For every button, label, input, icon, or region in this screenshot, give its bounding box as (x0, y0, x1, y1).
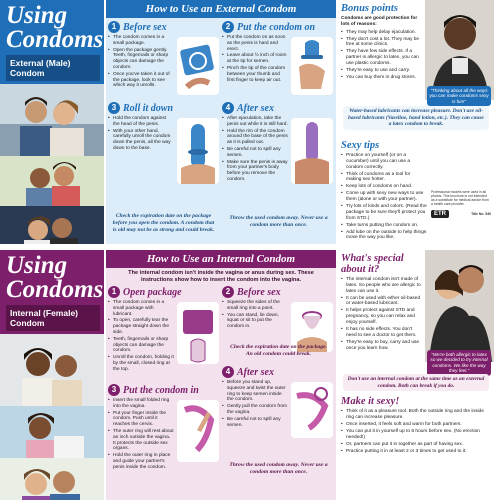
internal-step-1 (108, 286, 221, 374)
step-title: Roll it down (123, 102, 174, 114)
internal-title-band (0, 250, 104, 334)
step-item: • Put the condom on as soon as the penis is hard and erect. (222, 35, 288, 52)
internal-title-line2: Condoms (6, 276, 104, 303)
external-step-3 (108, 102, 221, 153)
make-it-sexy-title: Make it sexy! (341, 396, 400, 407)
sexy-tip-item: • Practice on yourself (or on a cucumber) until you can use a condom correctly. (341, 153, 427, 170)
sexy-tips-title: Sexy tips (341, 140, 380, 151)
title-number: Title No. 540 (471, 212, 491, 216)
couple-photo-6 (0, 458, 104, 500)
step-title: After sex (237, 366, 274, 378)
step-item: • You can stand, lie down, squat or sit to put the condom in. (222, 313, 288, 330)
step-number-badge: 1 (108, 21, 120, 33)
step-item: • Insert the small folded ring into the vagina. (108, 398, 174, 410)
condom-removal-illustration (291, 118, 333, 184)
step-item: • With your other hand, carefully unroll the condom down the penis, all the way down to the base. (108, 129, 174, 152)
step-number-badge: 3 (108, 102, 120, 114)
couple-photo-1 (0, 84, 104, 156)
internal-step-3 (108, 384, 221, 472)
external-disposal-note (221, 215, 336, 229)
external-step-2 (222, 21, 335, 84)
external-expiration-note (106, 213, 221, 234)
step-item: • Before you stand up, squeeze and twist the outer ring to keep semen inside the condom. (222, 380, 288, 403)
step-number-badge: 3 (108, 384, 120, 396)
publisher-logo: ETR (431, 210, 449, 218)
condom-package-illustration (177, 37, 219, 95)
publisher-info (431, 190, 491, 218)
man-photo-caption: "Thinking about all the ways you can make condoms sexy is fun!" (427, 86, 491, 106)
external-header: How to Use an External Condom (106, 0, 336, 18)
external-step-4 (222, 102, 335, 184)
step-item: • Squeeze the sides of the small ring into a point. (222, 300, 288, 312)
step-item: • Teeth, fingernails or sharp objects can damage the condom. (108, 337, 174, 354)
internal-steps (106, 286, 336, 500)
step-item: • Once you've taken it out of the package, look to see which way it unrolls. (108, 72, 174, 89)
special-item: • They're easy to buy, carry and use once you learn how. (341, 340, 423, 352)
sexy-tip-item: • Think of condoms as a tool for making sex hotter. (341, 172, 427, 184)
external-title-band (0, 0, 104, 84)
sexy-tip-item: • Come up with sexy new ways to use them (alone or with your partner). (341, 191, 427, 203)
internal-sidebar (337, 250, 494, 500)
sexy-item: • You can put it in yourself up to 8 hours before sex. (No erection needed!) (341, 429, 491, 441)
condom-pinch-illustration (291, 37, 333, 95)
publisher-row (431, 210, 491, 218)
step-title: Open package (123, 286, 182, 298)
sexy-tip-item: • Keep lots of condoms on hand. (341, 184, 427, 190)
step-number-badge: 4 (222, 102, 234, 114)
step-number-badge: 2 (222, 286, 234, 298)
internal-step-2 (222, 286, 335, 331)
bonus-intro: Condoms are good protection for lots of reasons: (341, 16, 418, 27)
man-photo (425, 0, 494, 100)
external-steps (106, 18, 336, 244)
bonus-title: Bonus points (341, 3, 398, 14)
bonus-item: • You can buy them in drug stores. (341, 75, 423, 81)
external-title-line2: Condoms (6, 26, 104, 53)
sexy-item: • Or, partners can put it in together as part of having sex. (341, 442, 491, 448)
internal-title-column (0, 250, 104, 500)
bonus-item: • They have few side effects. If a partner is allergic to latex, you can use plastic condoms. (341, 49, 423, 66)
sexy-item: • Once inserted, it feels soft and warm for both partners. (341, 422, 491, 428)
internal-step-4 (222, 366, 335, 429)
couple-photo-4 (0, 334, 104, 406)
step-item: • Hold the outer ring in place and guide your partner's penis inside the condom. (108, 453, 174, 470)
disposal-note-text: Throw the used condom away. Never use a condom more than once. (229, 215, 328, 228)
step-item: • Unroll the condom, holding it by the small, closed ring at the top. (108, 355, 174, 372)
special-item: • The internal condom isn't made of latex. So people who are allergic to latex can use it. (341, 277, 423, 294)
step-number-badge: 1 (108, 286, 120, 298)
external-subtitle: External (Male) Condom (6, 55, 100, 81)
bonus-item: • They don't cost a lot. They may be free at some clinics. (341, 37, 423, 49)
couple-photo-3 (0, 206, 104, 244)
lubricant-callout: Water-based lubricants can increase pleasure. Don't use oil-based lubricants (Vaseline, hand lotion, etc.). They can cause a latex condom to break. (343, 106, 489, 130)
couple-photo-7 (425, 250, 494, 362)
sexy-tip-item: • Try lots of kinds and colors. (Read the package to be sure they'll protect you from STD.) (341, 204, 427, 221)
step-item: • Be careful not to spill any semen. (222, 147, 288, 159)
step-item: • Leave about ½ inch of room at the tip for semen. (222, 53, 288, 65)
couple-photo-5 (0, 406, 104, 458)
internal-expiration-note (221, 344, 336, 358)
internal-header: How to Use an Internal Condom (106, 250, 336, 268)
couple-photo-caption: "We're both allergic to latex so we decided to try internal condoms. We like the way they feel." (427, 350, 491, 376)
step-item: • The condom comes in a small package with lubricant. (108, 300, 174, 317)
internal-instructions (106, 250, 336, 500)
external-instructions (106, 0, 336, 244)
bonus-points-box (341, 3, 423, 82)
external-title-line1: Using (6, 2, 68, 29)
special-item: • It helps protect against STD and pregnancy, so you can relax and enjoy yourself. (341, 308, 423, 325)
expiration-note-text: Check the expiration date on the package before you open the condom. A condom that is old may not be as strong and could break. (112, 213, 215, 233)
step-item: • Put your finger inside the condom. Push until it reaches the cervix. (108, 411, 174, 428)
disposal-note-text: Throw the used condom away. Never use a condom more than once. (229, 462, 328, 475)
external-title-column (0, 0, 104, 244)
sexy-item: • Practice putting it in at least 2 or 3 times to get used to it. (341, 449, 491, 455)
internal-disposal-note (221, 462, 336, 476)
internal-removal-illustration (291, 382, 333, 438)
bonus-item: • They may help delay ejaculation. (341, 30, 423, 36)
special-item: • It has no side effects. You don't need to see a doctor to get them. (341, 327, 423, 339)
step-item: • Hold the condom against the head of the penis. (108, 116, 174, 128)
step-title: Put the condom on (237, 21, 316, 33)
step-item: • Gently pull the condom from the vagina. (222, 404, 288, 416)
step-item: • The outer ring will rest about an inch outside the vagina. It protects the outside sex organs. (108, 429, 174, 452)
external-sidebar (337, 0, 494, 244)
step-item: • Make sure the penis is away from your partner's body before you remove the condom. (222, 160, 288, 183)
step-item: • Be careful not to spill any semen. (222, 417, 288, 429)
step-number-badge: 4 (222, 366, 234, 378)
disclaimer-text: Professional models were used in all photos. This brochure is not intended as a substitute for medical advice from a health care provider. (431, 190, 489, 206)
whats-special-box (341, 253, 423, 353)
step-item: • After ejaculation, take the penis out while it is still hard. (222, 116, 288, 128)
no-double-condom-callout: Don't use an internal condom at the same time as an external condom. Both can break if you do. (343, 374, 489, 391)
internal-condom-panel (0, 250, 494, 500)
internal-subtitle: Internal (Female) Condom (6, 305, 100, 331)
step-number-badge: 2 (222, 21, 234, 33)
step-title: After sex (237, 102, 274, 114)
internal-intro: The internal condom isn't inside the vagina or anus during sex. These instructions show how to insert the condom into the vagina. (128, 270, 314, 283)
step-item: • Pinch the tip of the condom between your thumb and first finger to keep air out. (222, 66, 288, 83)
internal-insert-illustration (177, 400, 219, 462)
sexy-tip-item: • Add lube on the outside to help things move the way you like. (341, 230, 427, 242)
sexy-tip-item: • Take turns putting the condom on. (341, 223, 427, 229)
step-item: • Hold the rim of the condom around the base of the penis as it is pulled out. (222, 129, 288, 146)
couple-photo-2 (0, 156, 104, 206)
bonus-item: • They're easy to use and carry. (341, 68, 423, 74)
sexy-tips-box (341, 140, 427, 242)
special-item: • It can be used with either oil-based or water-based lubricant. (341, 296, 423, 308)
step-item: • Open the package gently. Teeth, fingernails or sharp objects can damage the condom. (108, 48, 174, 71)
step-title: Before sex (237, 286, 281, 298)
step-title: Before sex (123, 21, 167, 33)
sexy-item: • Think of it as a pleasure tool. Both the outside ring and the inside ring can increase pleasure. (341, 409, 491, 421)
internal-title-line1: Using (6, 252, 68, 279)
step-title: Put the condom in (123, 384, 199, 396)
make-it-sexy-box (341, 396, 491, 456)
internal-package-illustration (177, 302, 219, 364)
whats-special-title: What's special about it? (341, 253, 404, 275)
step-item: • To open, carefully tear the package straight down the side. (108, 318, 174, 335)
external-step-1 (108, 21, 221, 90)
expiration-note-text: Check the expiration date on the package. An old condom could break. (230, 344, 327, 357)
condom-roll-illustration (177, 118, 219, 184)
step-item: • The condom comes in a small package. (108, 35, 174, 47)
external-condom-panel (0, 0, 494, 244)
